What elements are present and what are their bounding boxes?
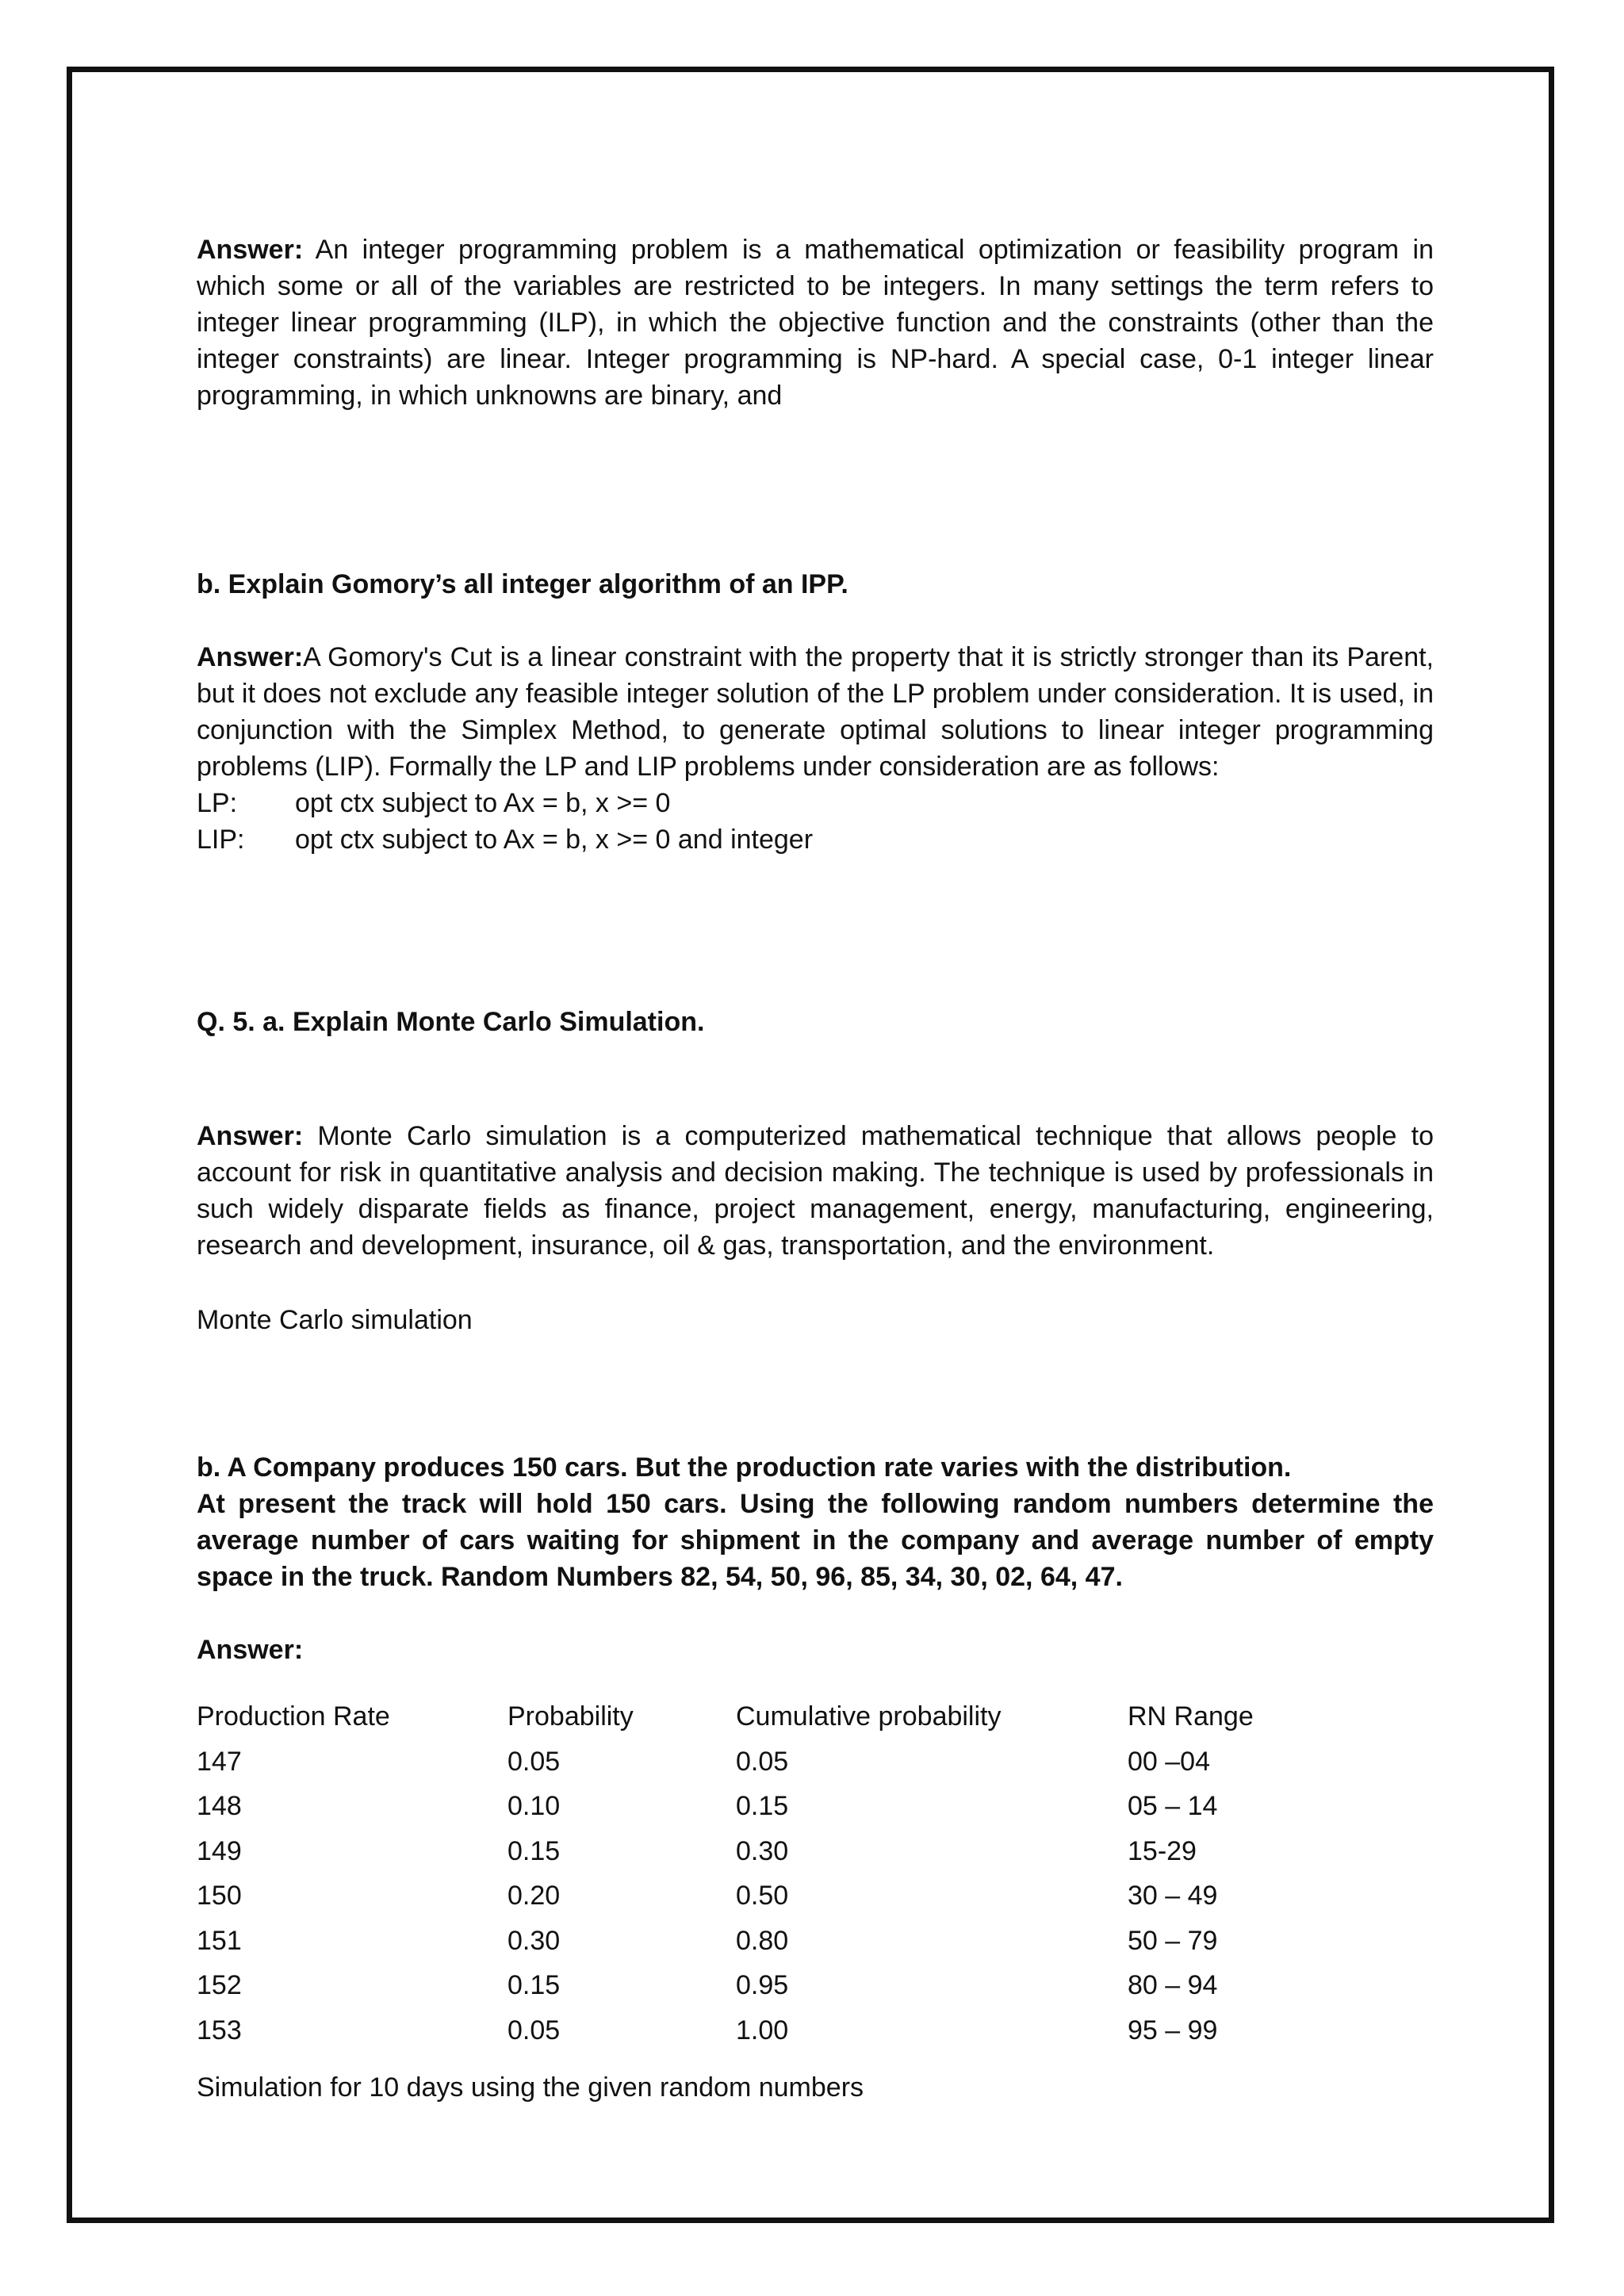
cell-probability: 0.10 — [508, 1791, 561, 1821]
distribution-table — [197, 1698, 1434, 2057]
question-5b-body: At present the track will hold 150 cars. Using the following random numbers determine the average number of cars waiting for shipment in the company and average number of empty space in the truck. Random Numbers 82, 54, 50, 96, 85, 34, 30, 02, 64, 47. — [197, 1489, 1434, 1592]
cell-rate: 151 — [197, 1925, 242, 1956]
lp-text: opt ctx subject to Ax = b, x >= 0 — [295, 788, 671, 818]
cell-cumulative: 0.05 — [736, 1746, 789, 1777]
cell-cumulative: 0.15 — [736, 1791, 789, 1821]
cell-rn-range: 05 – 14 — [1128, 1791, 1218, 1821]
monte-carlo-line: Monte Carlo simulation — [197, 1305, 473, 1335]
table-row — [197, 2012, 1434, 2057]
q5b-answer-label: Answer: — [197, 1635, 304, 1665]
cell-rn-range: 95 – 99 — [1128, 2015, 1218, 2045]
answer-label: Answer: — [197, 235, 304, 265]
question-5a: Q. 5. a. Explain Monte Carlo Simulation. — [197, 1007, 705, 1037]
cell-cumulative: 0.30 — [736, 1835, 789, 1866]
q5a-answer — [197, 1118, 1434, 1264]
cell-rate: 149 — [197, 1835, 242, 1866]
cell-rate: 148 — [197, 1791, 242, 1821]
cell-probability: 0.05 — [508, 1746, 561, 1777]
header-probability: Probability — [508, 1701, 634, 1732]
cell-rate: 152 — [197, 1970, 242, 2000]
cell-probability: 0.30 — [508, 1925, 561, 1956]
cell-cumulative: 0.50 — [736, 1881, 789, 1911]
cell-probability: 0.15 — [508, 1835, 561, 1866]
header-cumulative-probability: Cumulative probability — [736, 1701, 1002, 1732]
question-5b-line1: b. A Company produces 150 cars. But the production rate varies with the distribution. — [197, 1452, 1292, 1483]
table-row — [197, 1923, 1434, 1968]
answer-text: An integer programming problem is a mathematical optimization or feasibility program in which some or all of the variables are restricted to be integers. In many settings the term refers to integer linear programming (ILP), in which the objective function and the constraints (other than the integer constraints) are linear. Integer programming is NP-hard. A special case, 0-1 integer linear programming, in which unknowns are binary, and — [197, 235, 1434, 411]
header-rn-range: RN Range — [1128, 1701, 1254, 1732]
table-row — [197, 1788, 1434, 1833]
lp-formulation — [197, 785, 670, 821]
question-4b: b. Explain Gomory’s all integer algorithm of an IPP. — [197, 569, 848, 599]
simulation-footer: Simulation for 10 days using the given random numbers — [197, 2072, 864, 2103]
table-row — [197, 1967, 1434, 2012]
cell-rn-range: 15-29 — [1128, 1835, 1197, 1866]
cell-rate: 150 — [197, 1881, 242, 1911]
cell-cumulative: 0.95 — [736, 1970, 789, 2000]
lip-text: opt ctx subject to Ax = b, x >= 0 and integer — [295, 825, 814, 855]
answer-text: A Gomory's Cut is a linear constraint with the property that it is strictly stronger than its Parent, but it does not exclude any feasible integer solution of the LP problem under consideration. It is used, in conjunction with the Simplex Method, to generate optimal solutions to linear integer programming problems (LIP). Formally the LP and LIP problems under consideration are as follows: — [197, 642, 1434, 782]
cell-rn-range: 80 – 94 — [1128, 1970, 1218, 2000]
header-production-rate: Production Rate — [197, 1701, 390, 1732]
cell-probability: 0.05 — [508, 2015, 561, 2045]
cell-cumulative: 0.80 — [736, 1925, 789, 1956]
lip-label: LIP: — [197, 825, 245, 855]
table-header-row — [197, 1698, 1434, 1743]
cell-probability: 0.20 — [508, 1881, 561, 1911]
answer-text: Monte Carlo simulation is a computerized mathematical technique that allows people to account for risk in quantitative analysis and decision making. The technique is used by professionals in such widely disparate fields as finance, project management, energy, manufacturing, engineering, research and development, insurance, oil & gas, transportation, and the environment. — [197, 1121, 1434, 1261]
answer-label: Answer: — [197, 642, 304, 672]
cell-probability: 0.15 — [508, 1970, 561, 2000]
lip-formulation — [197, 821, 813, 858]
table-row — [197, 1743, 1434, 1789]
q4b-answer — [197, 639, 1434, 785]
lp-label: LP: — [197, 788, 238, 818]
answer-label: Answer: — [197, 1121, 304, 1151]
cell-rate: 153 — [197, 2015, 242, 2045]
cell-rn-range: 30 – 49 — [1128, 1881, 1218, 1911]
table-row — [197, 1877, 1434, 1923]
cell-cumulative: 1.00 — [736, 2015, 789, 2045]
cell-rn-range: 00 –04 — [1128, 1746, 1210, 1777]
cell-rate: 147 — [197, 1746, 242, 1777]
cell-rn-range: 50 – 79 — [1128, 1925, 1218, 1956]
q4a-answer — [197, 232, 1434, 414]
table-row — [197, 1833, 1434, 1878]
